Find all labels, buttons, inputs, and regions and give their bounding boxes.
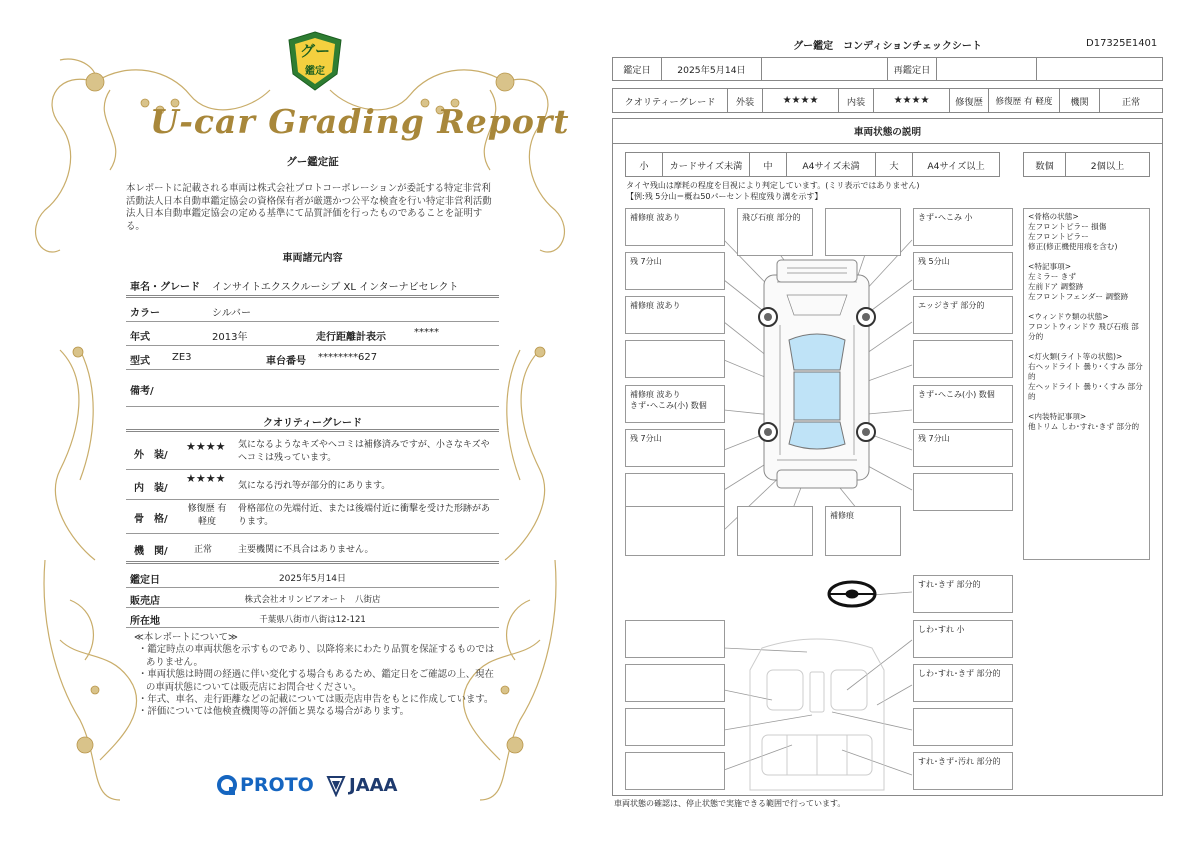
mileage-value: ***** xyxy=(414,327,439,338)
jaaa-logo xyxy=(326,772,398,798)
logo-text: グー xyxy=(299,42,330,60)
interior-box-l2 xyxy=(625,664,725,702)
damage-box-b3: 補修痕 xyxy=(825,506,901,556)
int-value-cell: ★★★★ xyxy=(873,88,950,113)
remarks-label: 備考/ xyxy=(130,386,154,397)
ext-value-cell: ★★★★ xyxy=(762,88,839,113)
repair-label-cell: 修復歴 xyxy=(949,88,989,113)
jaaa-mark-icon xyxy=(326,773,346,797)
legend-large-desc: A4サイズ以上 xyxy=(912,152,1000,177)
logo-sub: 鑑定 xyxy=(305,66,325,77)
address-value: 千葉県八街市八街は12-121 xyxy=(259,615,366,625)
legend-medium-desc: A4サイズ未満 xyxy=(786,152,876,177)
interior-box-l3 xyxy=(625,708,725,746)
proto-text: PROTO xyxy=(240,774,314,796)
int-label-cell: 内装 xyxy=(838,88,874,113)
date-label: 鑑定日 xyxy=(130,575,160,586)
exterior-stars: ★★★★ xyxy=(186,440,226,453)
frame-label: 骨 格/ xyxy=(134,514,168,525)
quality-title: クオリティーグレード xyxy=(263,418,362,429)
legend-small-desc: カードサイズ未満 xyxy=(662,152,750,177)
model-value: ZE3 xyxy=(172,352,192,363)
exterior-desc: 気になるようなキズやヘコミは補修済みですが、小さなキズやヘコミは残っています。 xyxy=(238,440,490,463)
interior-box-l1 xyxy=(625,620,725,658)
date-label-cell: 鑑定日 xyxy=(612,57,662,81)
date-value: 2025年5月14日 xyxy=(278,574,347,584)
script-title: U-car Grading Report xyxy=(150,102,570,141)
interior-box-r4 xyxy=(913,708,1013,746)
engine-desc: 主要機関に不具合はありません。 xyxy=(238,545,374,555)
frame-desc: 骨格部位の先端付近、または後端付近に衝撃を受けた形跡があります。 xyxy=(238,504,491,527)
interior-sketch xyxy=(750,639,884,790)
spec-row-name xyxy=(126,270,499,298)
dealer-label: 販売店 xyxy=(130,596,160,607)
spec-row-color xyxy=(126,298,499,322)
damage-box-l1: 補修痕 波あり xyxy=(625,208,725,246)
exterior-label: 外 装/ xyxy=(134,450,168,461)
tire-note-1: タイヤ残山は摩耗の程度を目視により判定しています。(ミリ表示ではありません) xyxy=(626,181,920,190)
damage-box-t1: 飛び石痕 部分的 xyxy=(737,208,813,256)
spec-row-year xyxy=(126,322,499,346)
damage-box-l8 xyxy=(625,506,725,556)
mileage-label: 走行距離計表示 xyxy=(316,332,386,343)
interior-box-r1: すれ･きず 部分的 xyxy=(913,575,1013,613)
proto-logo xyxy=(216,772,314,798)
name-value: インサイトエクスクルーシブ XL インターナビセレクト xyxy=(212,282,459,293)
sheet-id: D17325E1401 xyxy=(1086,38,1158,49)
damage-box-b2 xyxy=(737,506,813,556)
damage-box-l6: 残 7分山 xyxy=(625,429,725,467)
damage-box-r6: 残 7分山 xyxy=(913,429,1013,467)
dealer-value: 株式会社オリンピアオート 八街店 xyxy=(244,595,381,605)
interior-desc: 気になる汚れ等が部分的にあります。 xyxy=(238,481,391,491)
proto-mark-icon xyxy=(216,774,238,796)
footer-row-address xyxy=(126,608,499,628)
condition-summary: <骨格の状態> 左フロントピラー 損傷 左フロントピラー 修正(修正機使用痕を含む) <特記事項> 左ミラー きず 左前ドア 調整跡 左フロントフェンダー 調整跡 <ウィンドウ類の状態> フロントウィンドウ 飛び石痕 部分的 <灯火類(ライト等の状態)> 右ヘッドライト 曇り･くすみ 部分的 左ヘッドライト 曇り･くすみ 部分的 <内装特記事項> 他トリム しわ･すれ･きず 部分的 xyxy=(1023,208,1150,560)
date-value-cell: 2025年5月14日 xyxy=(661,57,762,81)
damage-box-r1: きず･へこみ 小 xyxy=(913,208,1013,246)
damage-box-r3: エッジきず 部分的 xyxy=(913,296,1013,334)
name-label: 車名・グレード xyxy=(130,282,200,293)
quality-row-engine xyxy=(126,534,499,564)
date-blank-cell xyxy=(761,57,888,81)
tire-note-2: 【例:残 5分山＝概ね50パーセント程度残り溝を示す】 xyxy=(626,192,823,201)
legend-count: 数個 xyxy=(1023,152,1066,177)
chassis-label: 車台番号 xyxy=(266,356,306,367)
notes-title: ≪本レポートについて≫ xyxy=(134,632,238,643)
interior-box-l4 xyxy=(625,752,725,790)
quality-title-row xyxy=(126,406,499,432)
damage-box-t2 xyxy=(825,208,901,256)
legend-small: 小 xyxy=(625,152,663,177)
damage-box-l5: 補修痕 波あり きず･へこみ(小) 数個 xyxy=(625,385,725,423)
quality-row-exterior xyxy=(126,434,499,470)
damage-box-r5: きず･へこみ(小) 数個 xyxy=(913,385,1013,423)
goo-kantei-logo xyxy=(287,30,343,92)
spec-row-remarks xyxy=(126,370,499,406)
color-value: シルバー xyxy=(212,308,252,319)
spec-title: 車両諸元内容 xyxy=(282,253,343,264)
chassis-value: ********627 xyxy=(318,352,378,363)
footer-row-dealer xyxy=(126,588,499,608)
note-item: ・評価については他検査機関等の評価と異なる場合があります。 xyxy=(138,706,409,718)
jaaa-text: JAAA xyxy=(349,774,398,796)
address-label: 所在地 xyxy=(130,616,160,627)
damage-box-r7 xyxy=(913,473,1013,511)
interior-box-r2: しわ･すれ 小 xyxy=(913,620,1013,658)
engine-value: 正常 xyxy=(194,545,213,555)
legend-medium: 中 xyxy=(749,152,787,177)
note-item: ・年式、車名、走行距離などの記載については販売店申告をもとに作成しています。 xyxy=(138,694,494,706)
quality-row-frame xyxy=(126,500,499,534)
engine-value-cell: 正常 xyxy=(1099,88,1163,113)
interior-box-r5: すれ･きず･汚れ 部分的 xyxy=(913,752,1013,790)
frame-value: 修復歴 有 軽度 xyxy=(187,504,227,527)
damage-box-l3: 補修痕 波あり xyxy=(625,296,725,334)
damage-box-l2: 残 7分山 xyxy=(625,252,725,290)
qg-label-cell: クオリティーグレード xyxy=(612,88,728,113)
legend-count-desc: 2個以上 xyxy=(1065,152,1150,177)
sheet-title: グー鑑定 コンディションチェックシート xyxy=(793,41,982,52)
cert-title: グー鑑定証 xyxy=(286,156,339,168)
sheet-footnote: 車両状態の確認は、停止状態で実施できる範囲で行っています。 xyxy=(614,799,846,808)
interior-label: 内 装/ xyxy=(134,483,168,494)
spec-row-model xyxy=(126,346,499,370)
redate-value-cell xyxy=(936,57,1037,81)
color-label: カラー xyxy=(130,308,160,319)
damage-box-r4 xyxy=(913,340,1013,378)
year-label: 年式 xyxy=(130,332,150,343)
report-notes xyxy=(134,632,496,719)
note-item: ・鑑定時点の車両状態を示すものであり、以降将来にわたり品質を保証するものではありません。 xyxy=(138,644,495,668)
year-value: 2013年 xyxy=(212,332,248,343)
interior-box-r3: しわ･すれ･きず 部分的 xyxy=(913,664,1013,702)
redate-blank-cell xyxy=(1036,57,1163,81)
ext-label-cell: 外装 xyxy=(727,88,763,113)
damage-box-l4 xyxy=(625,340,725,378)
footer-row-date xyxy=(126,566,499,588)
note-item: ・車両状態は時間の経過に伴い変化する場合もあるため、鑑定日をご確認の上、現在の車両状態については販売店にお問合せください。 xyxy=(138,669,494,693)
steering-wheel-icon xyxy=(829,582,875,606)
model-label: 型式 xyxy=(130,356,150,367)
legend-large: 大 xyxy=(875,152,913,177)
interior-stars: ★★★★ xyxy=(186,472,226,485)
redate-label-cell: 再鑑定日 xyxy=(887,57,937,81)
engine-label-cell: 機関 xyxy=(1059,88,1100,113)
repair-value-cell: 修復歴 有 軽度 xyxy=(988,88,1060,113)
engine-label: 機 関/ xyxy=(134,546,168,557)
cert-paragraph: 本レポートに記載される車両は株式会社プロトコーポレーションが委託する特定非営利活動法人日本自動車鑑定協会の資格保有者が厳選かつ公平な検査を行い特定非営利活動法人日本自動車鑑定協会の定める基準にて品質評価を行ったものであることを証明する。 xyxy=(126,183,492,232)
damage-box-r2: 残 5分山 xyxy=(913,252,1013,290)
desc-title: 車両状態の説明 xyxy=(613,118,1162,144)
quality-row-interior xyxy=(126,470,499,500)
